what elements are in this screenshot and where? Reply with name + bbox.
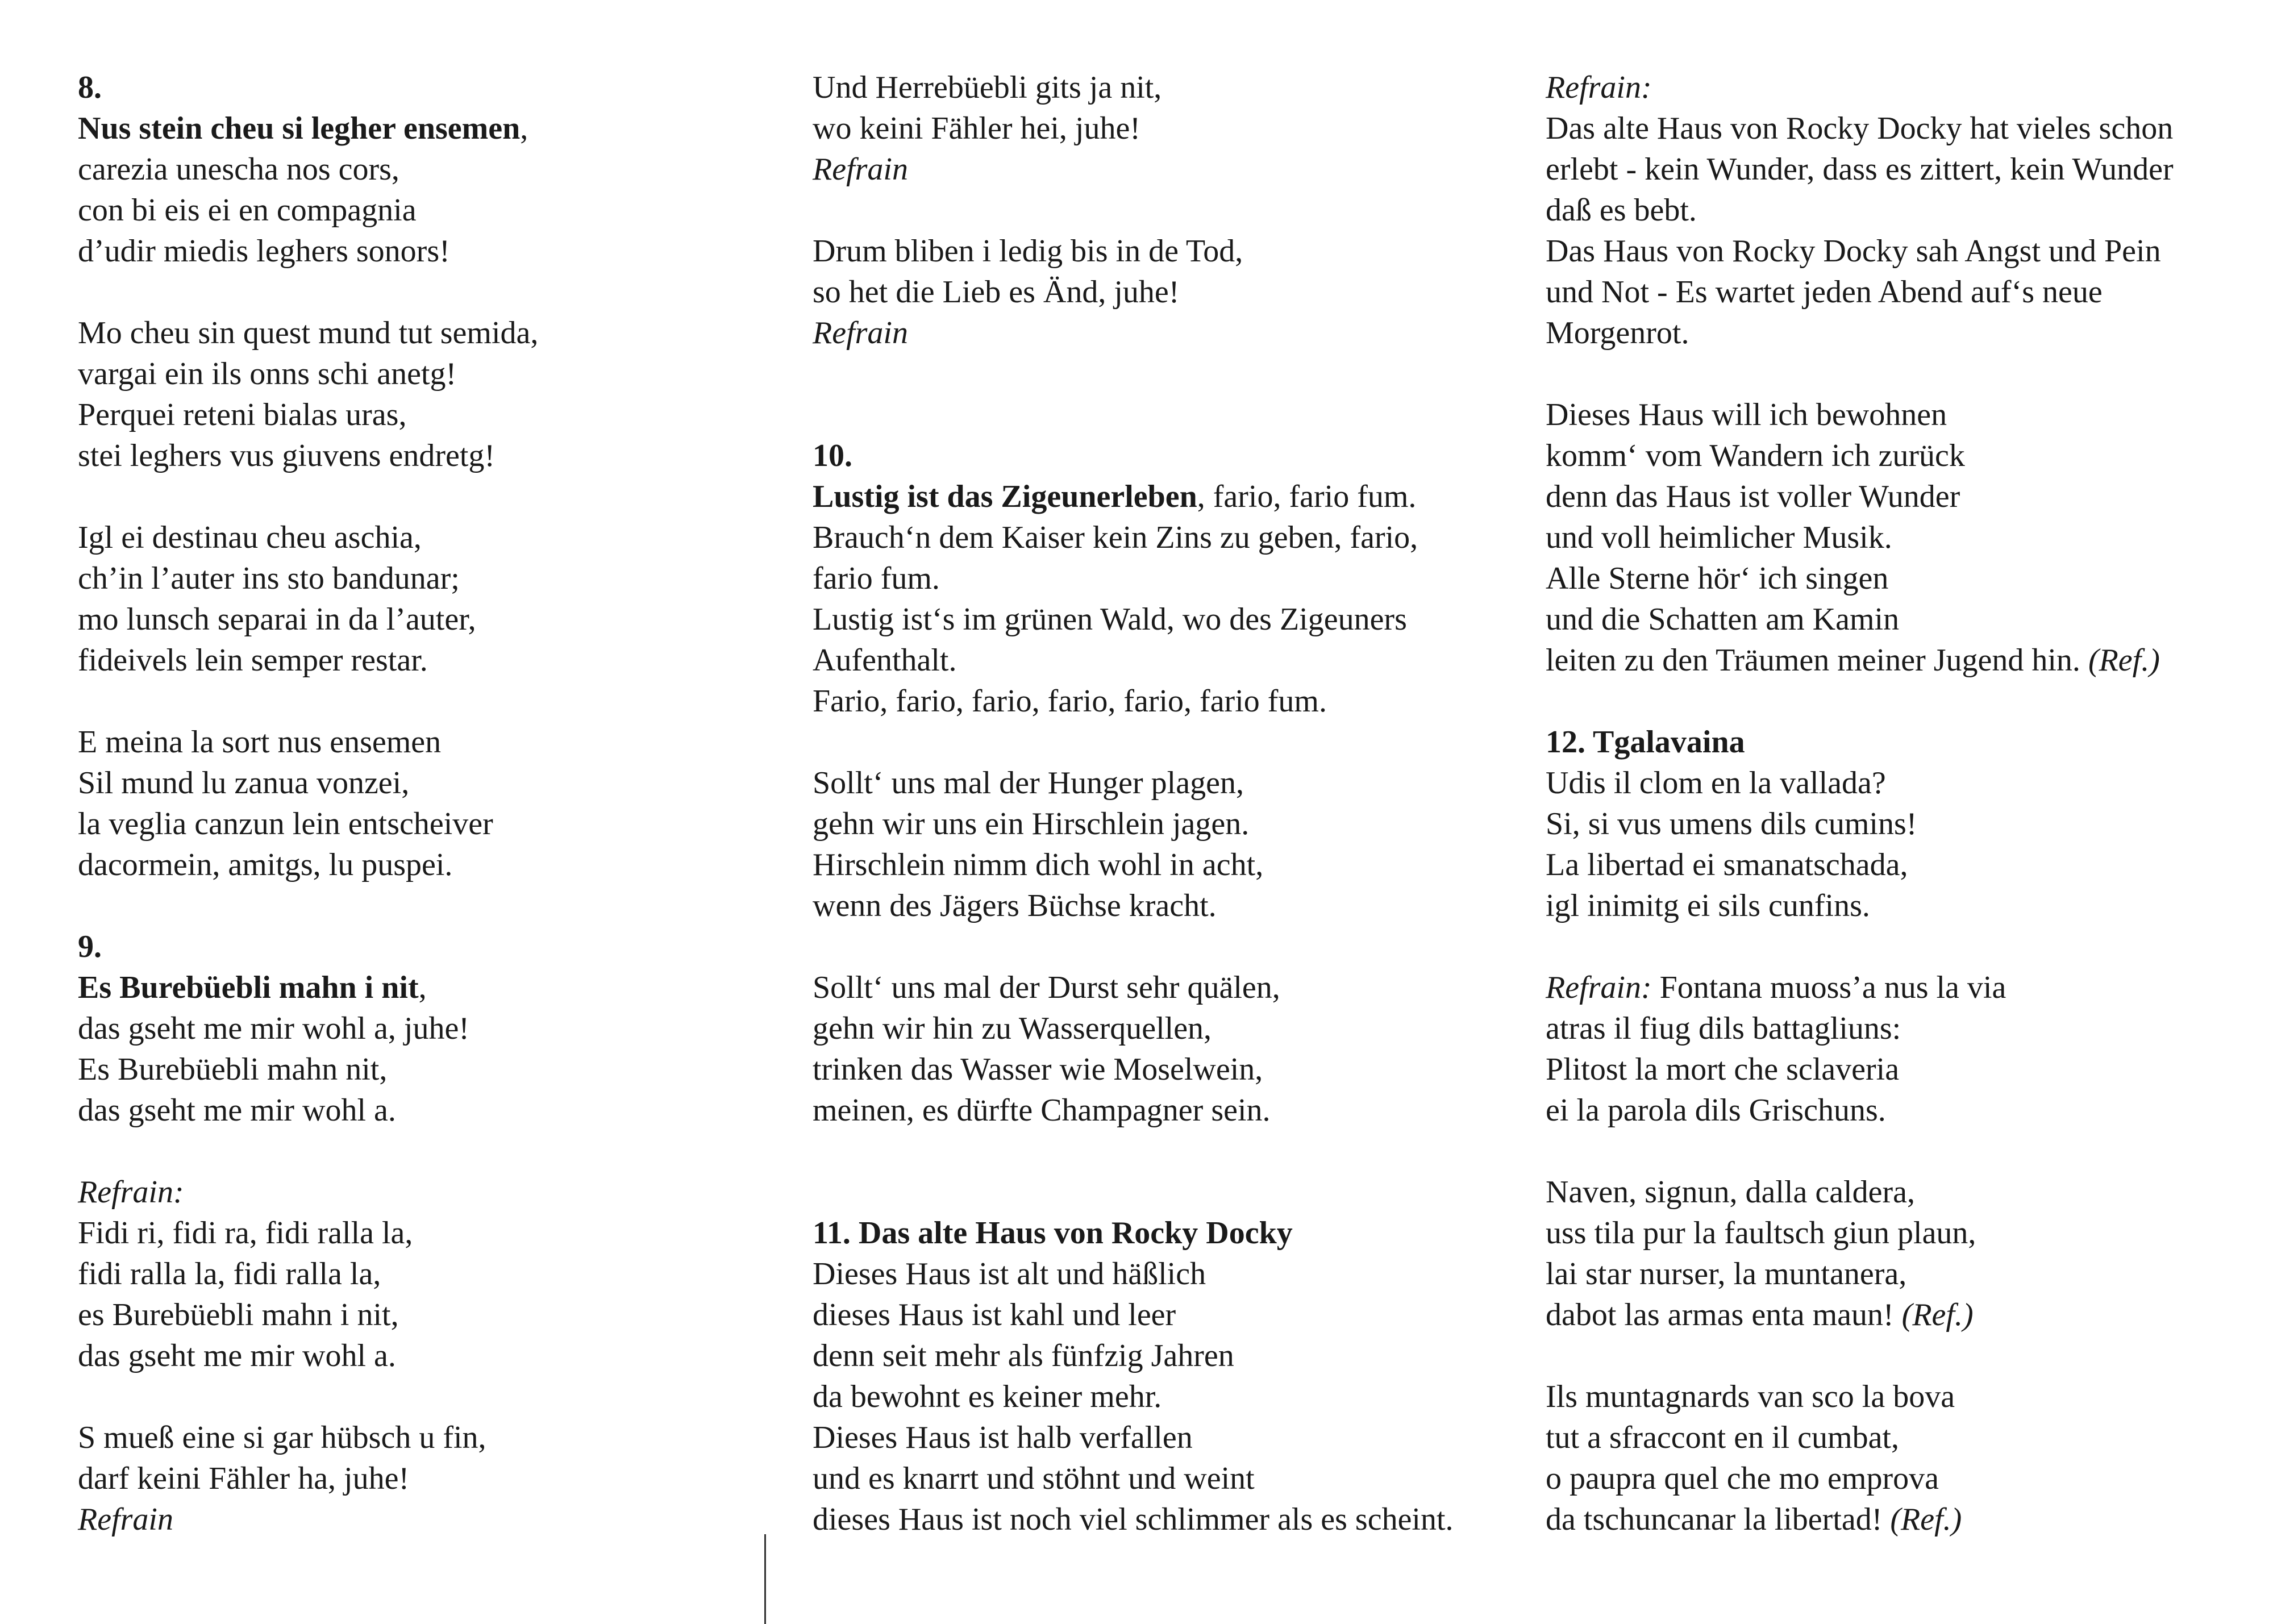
verse-line: Lustig ist‘s im grünen Wald, wo des Zigeuners: [813, 602, 1407, 637]
verse-line: Sollt‘ uns mal der Hunger plagen,: [813, 765, 1244, 801]
verse-line: Dieses Haus ist alt und häßlich: [813, 1256, 1206, 1292]
ref-marker: (Ref.): [2088, 643, 2160, 678]
verse-line: carezia unescha nos cors,: [78, 152, 399, 187]
refrain-line: atras il fiug dils battagliuns:: [1546, 1011, 1901, 1046]
verse-line: das gseht me mir wohl a.: [78, 1093, 396, 1128]
column-right: [1546, 67, 2262, 1540]
verse-line: Igl ei destinau cheu aschia,: [78, 520, 422, 555]
verse-line: fario fum.: [813, 561, 940, 596]
refrain-line: daß es bebt.: [1546, 193, 1697, 228]
refrain-line: ei la parola dils Grischuns.: [1546, 1093, 1886, 1128]
verse-line: dieses Haus ist kahl und leer: [813, 1297, 1176, 1332]
refrain-line: es Burebüebli mahn i nit,: [78, 1297, 399, 1332]
column-middle: [813, 67, 1529, 1540]
column-left: [78, 67, 748, 1540]
song-10-title-line: Lustig ist das Zigeunerleben, fario, fario fum.: [813, 479, 1417, 514]
verse-line: Alle Sterne hör‘ ich singen: [1546, 561, 1889, 596]
verse-line: gehn wir uns ein Hirschlein jagen.: [813, 806, 1250, 842]
song-8-title: Nus stein cheu si legher ensemen: [78, 111, 521, 146]
verse-line: lai star nurser, la muntanera,: [1546, 1256, 1907, 1292]
verse-line: Si, si vus umens dils cumins!: [1546, 806, 1917, 842]
verse-line: und voll heimlicher Musik.: [1546, 520, 1892, 555]
song-9-title-line: Es Burebüebli mahn i nit,: [78, 970, 427, 1005]
refrain-label: Refrain:: [1546, 70, 1652, 105]
refrain-label: Refrain:: [78, 1175, 184, 1210]
verse-line-with-ref: leiten zu den Träumen meiner Jugend hin. (Ref.): [1546, 643, 2160, 678]
verse-line: wo keini Fähler hei, juhe!: [813, 111, 1140, 146]
verse-line: dacormein, amitgs, lu puspei.: [78, 847, 453, 882]
refrain-line: erlebt - kein Wunder, dass es zittert, kein Wunder: [1546, 152, 2174, 187]
verse-line: tut a sfraccont en il cumbat,: [1546, 1420, 1899, 1455]
verse-line: dieses Haus ist noch viel schlimmer als es scheint.: [813, 1502, 1454, 1537]
verse-line: Dieses Haus ist halb verfallen: [813, 1420, 1193, 1455]
ref-marker: (Ref.): [1890, 1502, 1962, 1537]
verse-line: Udis il clom en la vallada?: [1546, 765, 1886, 801]
verse-line: so het die Lieb es Änd, juhe!: [813, 274, 1180, 310]
refrain-line: Das Haus von Rocky Docky sah Angst und Pein: [1546, 234, 2161, 269]
refrain-line: Plitost la mort che sclaveria: [1546, 1052, 1900, 1087]
verse-line: con bi eis ei en compagnia: [78, 193, 417, 228]
verse-line: denn das Haus ist voller Wunder: [1546, 479, 1960, 514]
verse-line: Sil mund lu zanua vonzei,: [78, 765, 410, 801]
refrain-line-with-label: Refrain: Fontana muoss’a nus la via: [1546, 970, 2006, 1005]
verse-line-with-ref: dabot las armas enta maun! (Ref.): [1546, 1297, 1974, 1332]
song-10-title: Lustig ist das Zigeunerleben: [813, 479, 1197, 514]
verse-line: Mo cheu sin quest mund tut semida,: [78, 315, 539, 351]
verse-line: komm‘ vom Wandern ich zurück: [1546, 438, 1965, 473]
refrain-line: fidi ralla la, fidi ralla la,: [78, 1256, 381, 1292]
verse-line: wenn des Jägers Büchse kracht.: [813, 888, 1217, 923]
refrain-line: und Not - Es wartet jeden Abend auf‘s neue: [1546, 274, 2103, 310]
song-9-number: 9.: [78, 929, 102, 964]
verse-line: gehn wir hin zu Wasserquellen,: [813, 1011, 1212, 1046]
verse-line: Aufenthalt.: [813, 643, 957, 678]
song-9-title: Es Burebüebli mahn i nit: [78, 970, 419, 1005]
verse-line: ch’in l’auter ins sto bandunar;: [78, 561, 460, 596]
verse-line: Sollt‘ uns mal der Durst sehr quälen,: [813, 970, 1280, 1005]
verse-line: igl inimitg ei sils cunfins.: [1546, 888, 1870, 923]
verse-line: E meina la sort nus ensemen: [78, 724, 442, 760]
verse-line: Drum bliben i ledig bis in de Tod,: [813, 234, 1243, 269]
refrain-label: Refrain:: [1546, 970, 1652, 1005]
verse-line: trinken das Wasser wie Moselwein,: [813, 1052, 1263, 1087]
verse-line: d’udir miedis leghers sonors!: [78, 234, 450, 269]
verse-line: Ils muntagnards van sco la bova: [1546, 1379, 1955, 1414]
verse-line: o paupra quel che mo emprova: [1546, 1461, 1939, 1496]
refrain-line: das gseht me mir wohl a.: [78, 1338, 396, 1373]
verse-line: Hirschlein nimm dich wohl in acht,: [813, 847, 1264, 882]
verse-line: stei leghers vus giuvens endretg!: [78, 438, 496, 473]
verse-line: da bewohnt es keiner mehr.: [813, 1379, 1162, 1414]
verse-line-with-ref: da tschuncanar la libertad! (Ref.): [1546, 1502, 1962, 1537]
verse-line: denn seit mehr als fünfzig Jahren: [813, 1338, 1234, 1373]
refrain-line: Das alte Haus von Rocky Docky hat vieles schon: [1546, 111, 2174, 146]
verse-line: uss tila pur la faultsch giun plaun,: [1546, 1215, 1976, 1251]
refrain-marker: Refrain: [78, 1502, 173, 1537]
refrain-line: Morgenrot.: [1546, 315, 1689, 351]
verse-line: fideivels lein semper restar.: [78, 643, 428, 678]
verse-line: Fario, fario, fario, fario, fario, fario fum.: [813, 684, 1327, 719]
verse-line: mo lunsch separai in da l’auter,: [78, 602, 476, 637]
verse-line: das gseht me mir wohl a, juhe!: [78, 1011, 469, 1046]
verse-line: und es knarrt und stöhnt und weint: [813, 1461, 1255, 1496]
verse-line: Naven, signun, dalla caldera,: [1546, 1175, 1915, 1210]
verse-line: Perquei reteni bialas uras,: [78, 397, 407, 432]
verse-line: darf keini Fähler ha, juhe!: [78, 1461, 410, 1496]
song-11-title: 11. Das alte Haus von Rocky Docky: [813, 1215, 1293, 1251]
song-8-title-line: Nus stein cheu si legher ensemen,: [78, 111, 528, 146]
verse-line: Brauch‘n dem Kaiser kein Zins zu geben, fario,: [813, 520, 1418, 555]
refrain-marker: Refrain: [813, 315, 908, 351]
verse-line: Es Burebüebli mahn nit,: [78, 1052, 388, 1087]
verse-line: vargai ein ils onns schi anetg!: [78, 356, 457, 392]
verse-line: La libertad ei smanatschada,: [1546, 847, 1908, 882]
song-10-number: 10.: [813, 438, 852, 473]
verse-line: und die Schatten am Kamin: [1546, 602, 1900, 637]
song-12-title: 12. Tgalavaina: [1546, 724, 1745, 760]
verse-line: S mueß eine si gar hübsch u fin,: [78, 1420, 486, 1455]
verse-line: Und Herrebüebli gits ja nit,: [813, 70, 1162, 105]
song-8-number: 8.: [78, 70, 102, 105]
refrain-line: Fidi ri, fidi ra, fidi ralla la,: [78, 1215, 413, 1251]
ref-marker: (Ref.): [1901, 1297, 1974, 1332]
verse-line: Dieses Haus will ich bewohnen: [1546, 397, 1947, 432]
verse-line: la veglia canzun lein entscheiver: [78, 806, 493, 842]
verse-line: meinen, es dürfte Champagner sein.: [813, 1093, 1271, 1128]
page-fold-divider: [764, 1534, 766, 1624]
refrain-marker: Refrain: [813, 152, 908, 187]
